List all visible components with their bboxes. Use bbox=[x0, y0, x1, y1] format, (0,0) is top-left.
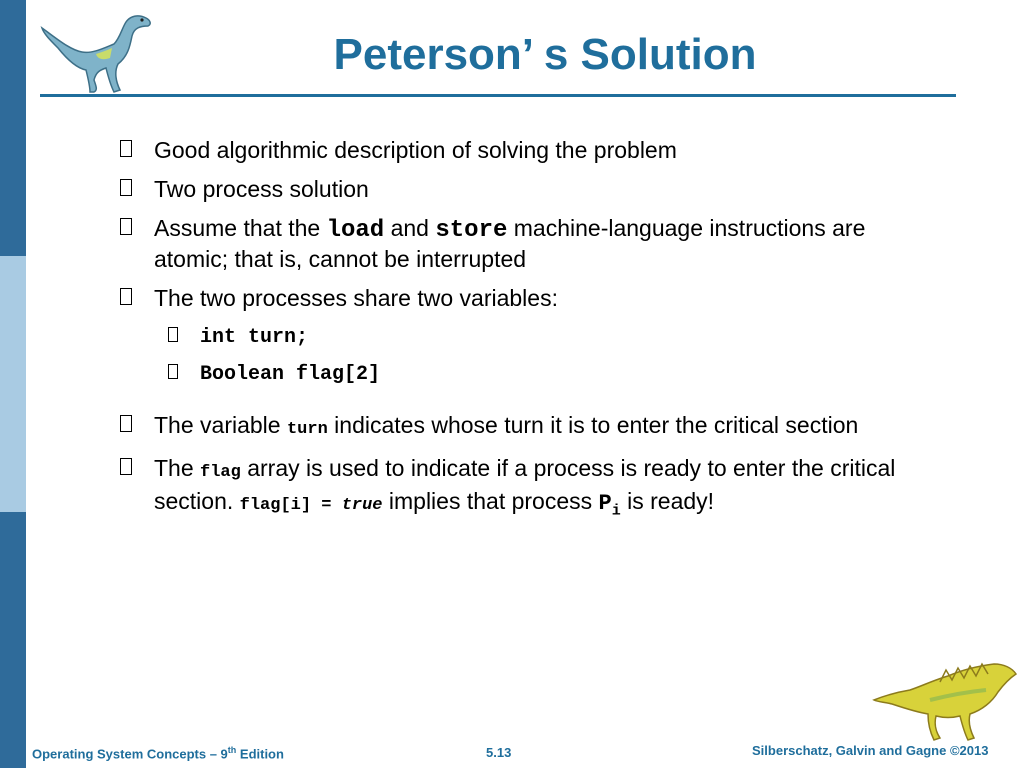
bullet-item: The variable turn indicates whose turn it is to enter the critical section bbox=[118, 411, 898, 444]
bullet-icon bbox=[120, 415, 132, 432]
footer-page-number: 5.13 bbox=[486, 745, 512, 760]
bullet-item: The flag array is used to indicate if a process is ready to enter the critical section. flag[i] = true implies that process $P_i$ is ready! bbox=[118, 454, 898, 526]
bullet-icon bbox=[120, 140, 132, 157]
code-turn: turn bbox=[286, 420, 328, 439]
code-p-subscript: i bbox=[611, 502, 621, 520]
bullet-item: The two processes share two variables: bbox=[118, 284, 898, 313]
sub-bullet-item: int turn; bbox=[118, 323, 898, 351]
slide-title: Peterson’ s Solution bbox=[333, 30, 757, 79]
sidebar-segment-bottom bbox=[0, 512, 26, 768]
sub-bullet-icon bbox=[168, 327, 178, 342]
code-store: store bbox=[435, 217, 508, 244]
code-load: load bbox=[326, 217, 385, 244]
sub-bullet-item: Boolean flag[2] bbox=[118, 360, 898, 388]
code-flag-i: flag[i] = bbox=[239, 496, 342, 515]
code-p: P bbox=[598, 491, 612, 516]
code-flag: flag bbox=[200, 463, 241, 482]
bullet-item: Two process solution bbox=[118, 175, 898, 204]
sidebar-segment-top bbox=[0, 0, 26, 256]
dinosaur-icon bbox=[870, 656, 1020, 742]
bullet-list bbox=[118, 136, 898, 536]
sub-bullet-icon bbox=[168, 364, 178, 379]
code-true: true bbox=[341, 496, 383, 515]
dinosaur-icon bbox=[36, 8, 156, 96]
bullet-icon bbox=[120, 458, 132, 475]
left-sidebar-band bbox=[0, 0, 26, 768]
bullet-item: Good algorithmic description of solving the problem bbox=[118, 136, 898, 165]
bullet-item: Assume that the load and store machine-language instructions are atomic; that is, cannot be interrupted bbox=[118, 214, 898, 274]
bullet-icon bbox=[120, 218, 132, 235]
sidebar-segment-middle bbox=[0, 256, 26, 512]
bullet-icon bbox=[120, 288, 132, 305]
title-divider bbox=[40, 94, 956, 97]
footer-authors: Silberschatz, Galvin and Gagne ©2013 bbox=[752, 743, 989, 758]
bullet-icon bbox=[120, 179, 132, 196]
footer-book-title: Operating System Concepts – 9th Edition bbox=[32, 745, 284, 762]
